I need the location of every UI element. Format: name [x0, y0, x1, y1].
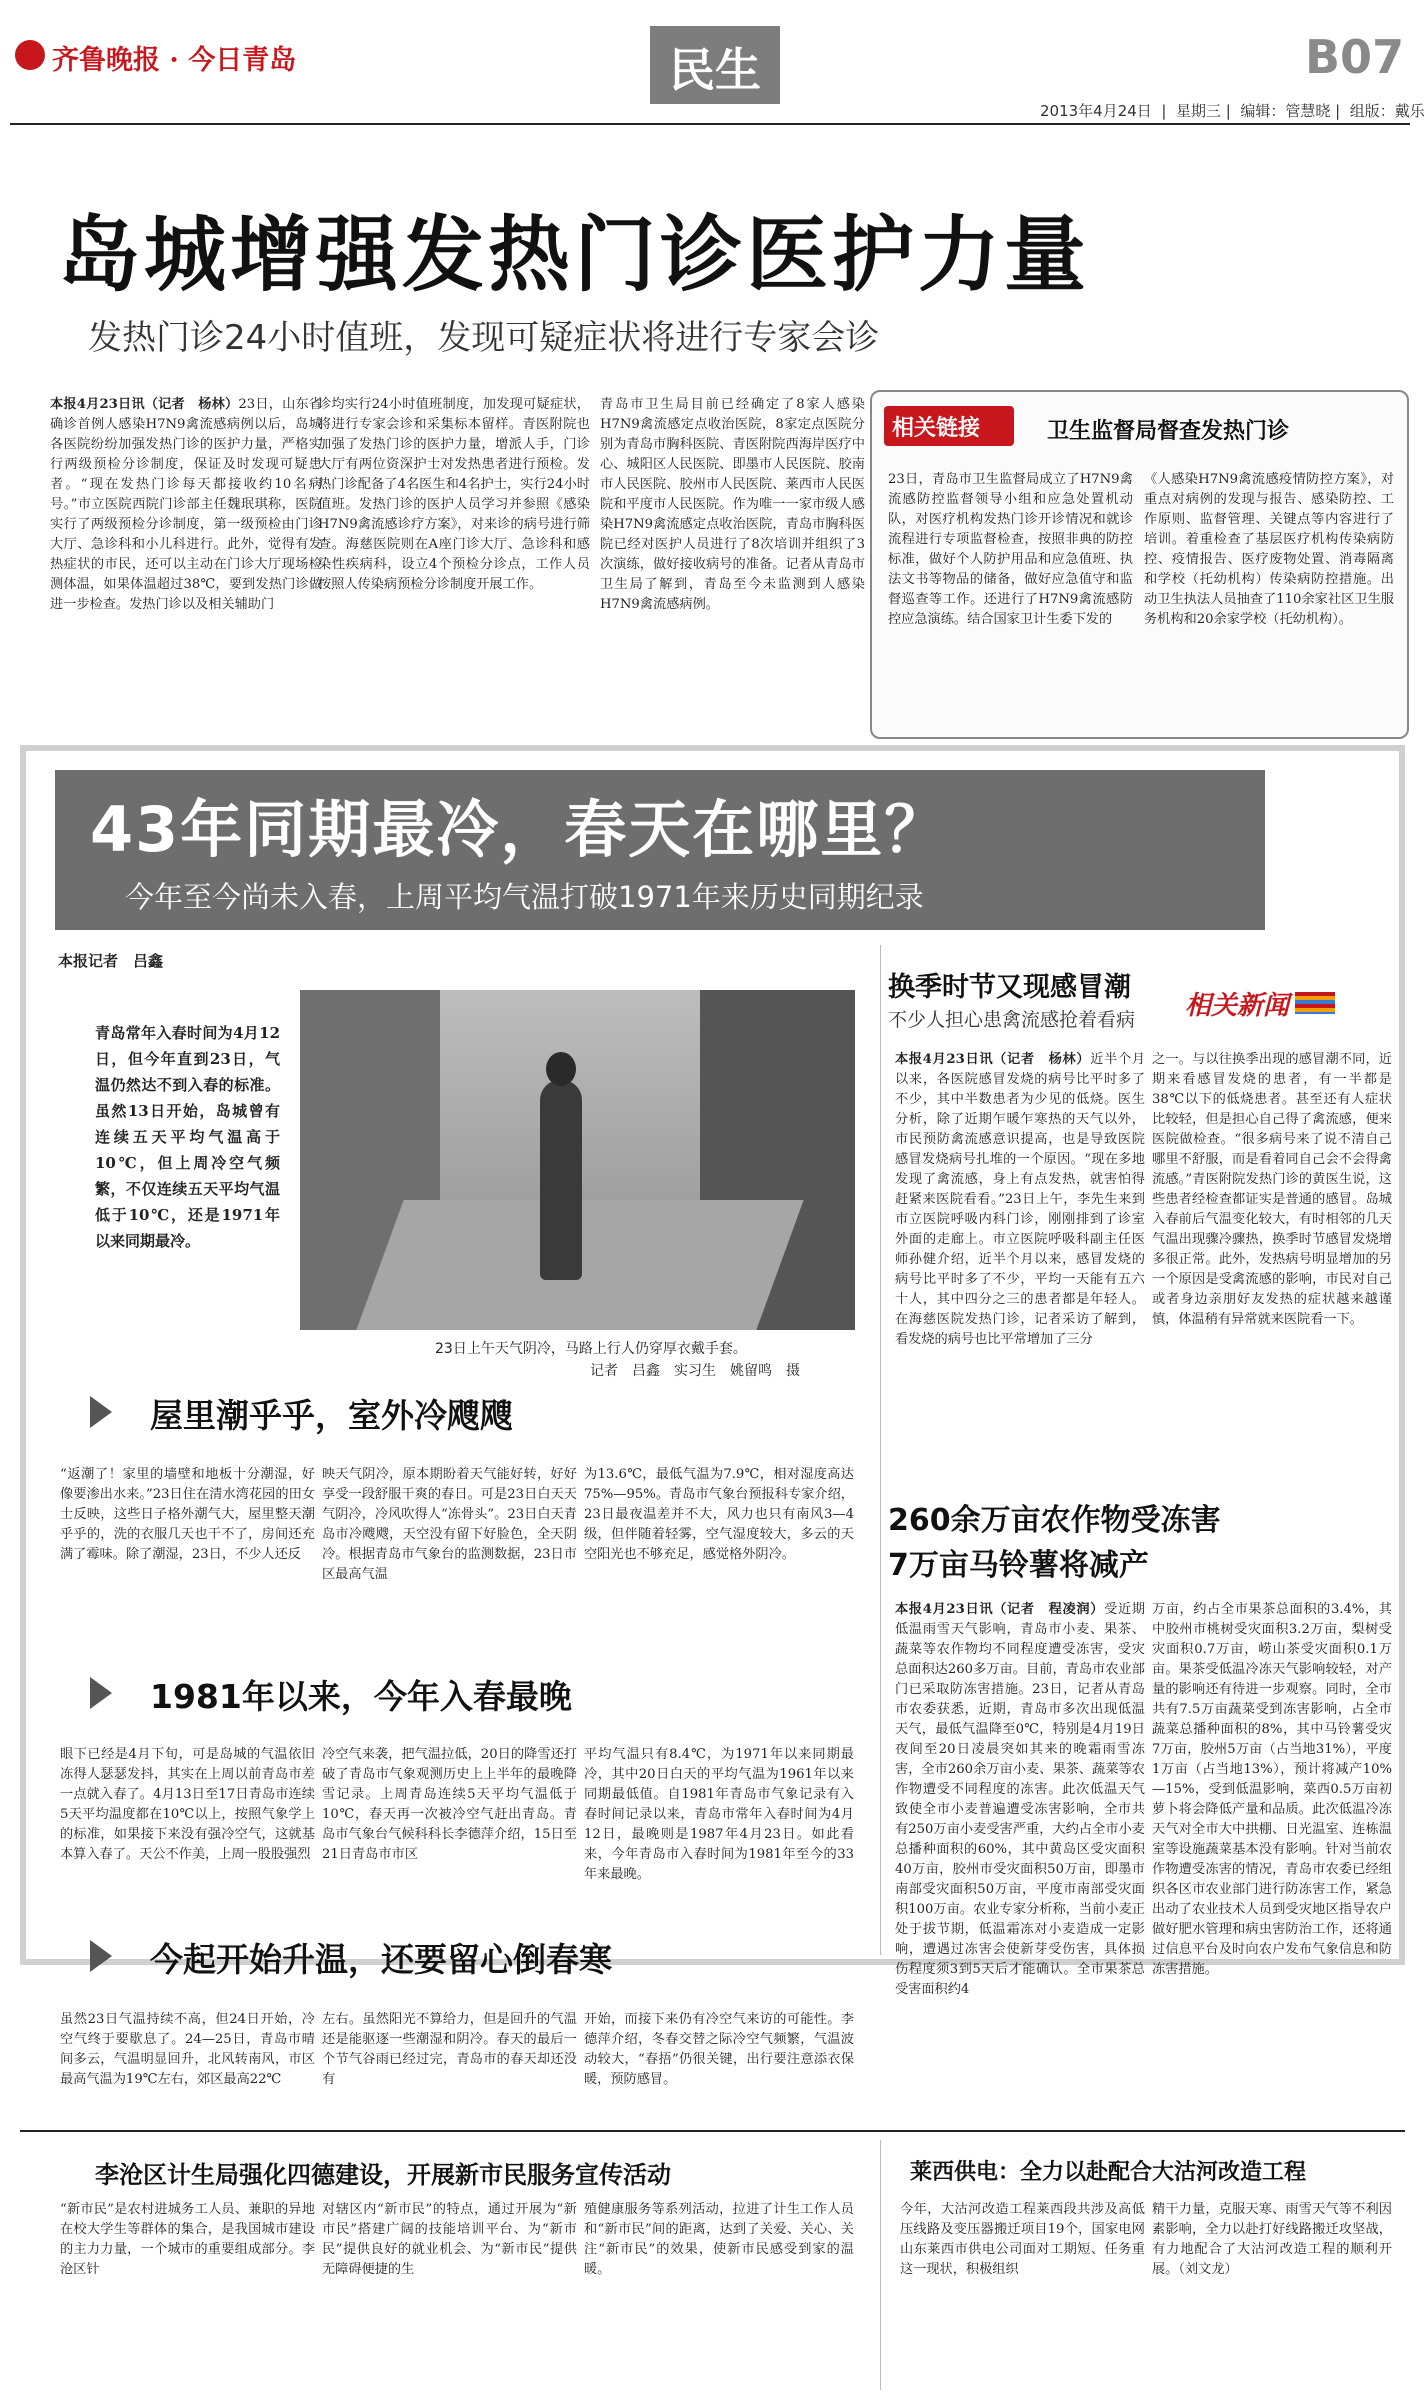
- crop-byline: 本报4月23日讯（记者 程凌润）: [895, 1602, 1105, 1617]
- sec2-col1: 眼下已经是4月下旬，可是岛城的气温依旧冻得人瑟瑟发抖，其实在上周以前青岛市差一点就入春了。4月13日至17日青岛市连续5天平均温度都在10℃以上，按照气象学上的标准，如果接下来没有强冷空气，这就基本算入春了。天公不作美，上周一股股强烈: [60, 1747, 315, 1862]
- related-link-box: [870, 390, 1409, 739]
- lead-col1-text: 23日，山东省确诊首例人感染H7N9禽流感病例以后，岛城各医院纷纷加强发热门诊的医护力量，严格实行两级预检分诊制度，保证及时发现可疑患者。“现在发热门诊每天都接收约10名病号。”市立医院西院门诊部主任魏珉琪称，医院实行了两级预检分诊制度，第一级预检由门诊大厅、急诊科和小儿科进行。此外，觉得有发热症状的市民，还可以主动在门诊大厅现场检测体温，如果体温超过38℃，要到发热门诊做进一步检查。发热门诊以及相关辅助门: [50, 397, 322, 612]
- layout-credit: 组版：戴乐: [1349, 102, 1425, 120]
- page-number: B07: [1305, 30, 1405, 84]
- photo-person: [540, 1080, 582, 1280]
- flu-col1-text: 近半个月以来，各医院感冒发烧的病号比平时多了不少，其中半数患者为少见的低烧。医生分析，除了近期乍暖乍寒热的天气以外，市民预防禽流感意识提高，也是导致医院感冒发烧病号扎堆的一个原因。“现在多地发现了禽流感，身上有点发热，就害怕得赶紧来医院看看。”23日上午，李先生来到市立医院呼吸内科门诊，刚刚排到了诊室外面的走廊上。市立医院呼吸科副主任医师孙健介绍，近半个月以来，感冒发烧的病号比平时多了不少，平均一天能有五六十人，其中四分之三的患者都是年轻人。在海慈医院发热门诊，记者采访了解到，看发烧的病号也比平常增加了三分: [895, 1052, 1146, 1347]
- bottom-left-col3: 殖健康服务等系列活动，拉进了计生工作人员和“新市民”间的距离，达到了关爱、关心、关注“新市民”的效果，使新市民感受到家的温暖。: [584, 2202, 854, 2277]
- lead-col3-text: 青岛市卫生局目前已经确定了8家人感染H7N9禽流感定点收治医院，8家定点医院分别为青岛市胸科医院、青医附院西海岸医疗中心、城阳区人民医院、即墨市人民医院、胶南市人民医院、胶州市人民医院、莱西市人民医院和平度市人民医院。作为唯一一家市级人感染H7N9禽流感定点收治医院，青岛市胸科医院已经对医护人员进行了8次培训并组织了3次演练，做好接收病号的准备。记者从青岛市卫生局了解到，青岛至今未监测到人感染H7N9禽流感病例。: [600, 397, 865, 612]
- newspaper-logo-icon: [15, 40, 45, 70]
- sec1-heading: 屋里潮乎乎，室外冷飕飕: [150, 1396, 513, 1435]
- lead-column-3: [600, 395, 865, 725]
- bottom-left-headline: 李沧区计生局强化四德建设，开展新市民服务宣传活动: [95, 2161, 671, 2189]
- lead-subhead: 发热门诊24小时值班，发现可疑症状将进行专家会诊: [88, 318, 880, 358]
- related-news-badge-stripe: [1295, 992, 1335, 1014]
- bottom-right-col1: 今年，大沽河改造工程莱西段共涉及高低压线路及变压器搬迁项目19个，国家电网山东莱西市供电公司面对工期短、任务重这一现状，积极组织: [900, 2202, 1145, 2277]
- masthead-rule: [10, 123, 1410, 125]
- sec3-col2: 左右。虽然阳光不算给力，但是回升的气温还是能驱逐一些潮湿和阴冷。春天的最后一个节气谷雨已经过完，青岛市的春天却还没有: [322, 2012, 577, 2087]
- sec3-col1: 虽然23日气温持续不高，但24日开始，冷空气终于要歇息了。24—25日，青岛市晴间多云，气温明显回升，北风转南风，市区最高气温为19℃左右，郊区最高22℃: [60, 2012, 315, 2087]
- sec3-col3: 开始，而接下来仍有冷空气来访的可能性。李德萍介绍，冬春交替之际冷空气频繁，气温波动较大，“春捂”仍很关键，出行要注意添衣保暖，预防感冒。: [584, 2012, 854, 2087]
- section-arrow-icon: [90, 1940, 112, 1972]
- flu-subhead: 不少人担心患禽流感抢着看病: [888, 1009, 1136, 1031]
- sec1-col2: 映天气阴冷，原本期盼着天气能好转，好好享受一段舒服干爽的春日。可是23日白天天气阴冷，冷风吹得人“冻骨头”。23日白天青岛市冷飕飕，天空没有留下好脸色，全天阴冷。根据青岛市气象台的监测数据，23日市区最高气温: [322, 1467, 577, 1582]
- bottom-right-headline: 莱西供电：全力以赴配合大沽河改造工程: [910, 2160, 1307, 2185]
- section-arrow-icon: [90, 1396, 112, 1428]
- section-label: 民生: [669, 43, 761, 97]
- flu-headline: 换季时节又现感冒潮: [888, 972, 1131, 1003]
- editor-credit: 编辑：管慧晓: [1240, 102, 1331, 120]
- crop-headline-2: 7万亩马铃薯将减产: [888, 1548, 1149, 1583]
- bottom-divider: [880, 2140, 881, 2390]
- sec1-col1: “返潮了！家里的墙壁和地板十分潮湿，好像要渗出水来。”23日住在清水湾花园的田女士反映，这些日子格外潮气大，屋里整天潮乎乎的，洗的衣服几天也干不了，房间还充满了霉味。除了潮湿，23日，不少人还反: [60, 1467, 315, 1562]
- related-link-col2: 《人感染H7N9禽流感疫情防控方案》，对重点对病例的发现与报告、感染防控、工作原则、监督管理、关键点等内容进行了培训。着重检查了基层医疗机构传染病防控、疫情报告、医疗废物处置、消毒隔离和学校（托幼机构）传染病防控措施。出动卫生执法人员抽查了110余家社区卫生服务机构和20余家学校（托幼机构）。: [1144, 472, 1394, 627]
- feature-headline: 43年同期最冷，春天在哪里？: [90, 793, 949, 866]
- crop-col1-text: 受近期低温雨雪天气影响，青岛市小麦、果茶、蔬菜等农作物均不同程度遭受冻害，受灾总面积达260多万亩。目前，青岛市农业部门已采取防冻害措施。23日，记者从青岛市农委获悉，近期，青岛市多次出现低温天气，最低气温降至0℃，特别是4月19日夜间至20日凌晨突如其来的晚霜雨雪冻害，全市260余万亩小麦、果茶、蔬菜等农作物遭受不同程度的冻害。此次低温天气致使全市小麦普遍遭受冻害影响，全市共有250万亩小麦受害严重，大约占全市小麦总播种面积的60%，其中黄岛区受灾面积40万亩，胶州市受灾面积50万亩，即墨市南部受灾面积50万亩，平度市南部受灾面积100万亩。农业专家分析称，当前小麦正处于拔节期，低温霜冻对小麦造成一定影响，遭遇过冻害会使新芽受伤害，具体损伤程度须3到5天后才能确认。全市果茶总受害面积约4: [895, 1602, 1146, 1997]
- issue-date: 2013年4月24日: [1040, 102, 1152, 120]
- section-arrow-icon: [90, 1677, 112, 1709]
- sec3-heading: 今起开始升温，还要留心倒春寒: [150, 1940, 612, 1979]
- bottom-left-col1: “新市民”是农村进城务工人员、兼职的异地在校大学生等群体的集合，是我国城市建设的主力力量，一个城市的重要组成部分。李沧区针: [60, 2202, 315, 2277]
- feature-intro: 青岛常年入春时间为4月12日，但今年直到23日，气温仍然达不到入春的标准。虽然13日开始，岛城曾有连续五天平均气温高于10℃，但上周冷空气频繁，不仅连续五天平均气温低于10℃，还是1971年以来同期最冷。: [95, 1024, 280, 1250]
- lead-headline: 岛城增强发热门诊医护力量: [58, 208, 1091, 303]
- sec2-heading: 1981年以来，今年入春最晚: [150, 1677, 572, 1716]
- related-link-title: 卫生监督局督查发热门诊: [1047, 419, 1290, 444]
- sec2-col2: 冷空气来袭，把气温拉低，20日的降雪还打破了青岛市气象观测历史上上半年的最晚降雪记录。上周青岛连续5天平均气温低于10℃，春天再一次被冷空气赶出青岛。青岛市气象台气候科科长李德萍介绍，15日至21日青岛市市区: [322, 1747, 577, 1862]
- crop-col1: [895, 1600, 1146, 1997]
- masthead-meta: 2013年4月24日 | 星期三 | 编辑：管慧晓 | 组版：戴乐: [1040, 102, 1425, 120]
- crop-col2: 万亩，约占全市果茶总面积的3.4%，其中胶州市桃树受灾面积3.2万亩，梨树受灾面积0.7万亩，崂山茶受灾面积0.1万亩。果茶受低温冷冻天气影响较轻，对产量的影响还有待进一步观察。同时，全市共有7.5万亩蔬菜受到冻害影响，占全市蔬菜总播种面积的8%，其中马铃薯受灾7万亩，胶州5万亩（占当地31%），平度1万亩（占当地13%），预计将减产10%—15%，受到低温影响，菜西0.5万亩初萝卜将会降低产量和品质。此次低温冷冻天气对全市大中拱棚、日光温室、连栋温室等设施蔬菜基本没有影响。针对当前农作物遭受冻害的情况，青岛市农委已经组织各区市农业部门进行防冻害工作，紧急出动了农业技术人员到受灾地区指导农户做好肥水管理和病虫害防治工作，还将通过信息平台及时向农户发布气象信息和防冻害措施。: [1152, 1602, 1392, 1977]
- related-link-badge-text: 相关链接: [892, 416, 981, 441]
- photo-caption: 23日上午天气阴冷，马路上行人仍穿厚衣戴手套。: [435, 1341, 747, 1357]
- right-column-divider: [880, 945, 881, 1955]
- photo-person-head: [546, 1052, 576, 1086]
- feature-photo: [300, 990, 855, 1330]
- flu-col1: [895, 1050, 1145, 1480]
- issue-weekday: 星期三: [1175, 102, 1221, 120]
- masthead: [0, 0, 1425, 120]
- bottom-rule: [20, 2130, 1405, 2132]
- newspaper-logo: 齐鲁晚报 · 今日青岛: [52, 45, 297, 76]
- feature-subhead: 今年至今尚未入春，上周平均气温打破1971年来历史同期纪录: [125, 880, 924, 914]
- sec1-col3: 为13.6℃，最低气温为7.9℃，相对湿度高达75%—95%。青岛市气象台预报科专家介绍，23日最夜温差并不大，风力也只有南风3—4级，但伴随着轻雾，空气湿度较大，多云的天空阳光也不够充足，感觉格外阴冷。: [584, 1467, 854, 1562]
- bottom-right-col2: 精干力量，克服天寒、雨雪天气等不利因素影响，全力以赴打好线路搬迁攻坚战，有力地配合了大沽河改造工程的顺利开展。（刘文龙）: [1152, 2202, 1392, 2277]
- crop-headline-1: 260余万亩农作物受冻害: [888, 1503, 1221, 1538]
- lead-col2-text: 诊均实行24小时值班制度，加发现可疑症状，将进行专家会诊和采集标本留样。青医附院也加强了发热门诊的医护力量，增派人手，门诊大厅有两位资深护士对发热患者进行预检。发热门诊配备了4名医生和4名护士，实行24小时值班。发热门诊的医护人员学习并参照《感染H7N9禽流感诊疗方案》，对来诊的病号进行筛查。海慈医院则在A座门诊大厅、急诊科和感染性疾病科，设立4个预检分诊点，工作人员按照人传染病预检分诊制度开展工作。: [318, 397, 590, 592]
- flu-col2: 之一。与以往换季出现的感冒潮不同，近期来看感冒发烧的患者，有一半都是38℃以下的低烧患者。甚至还有人症状比较轻，但是担心自己得了禽流感，便来医院做检查。“很多病号来了说不清自己哪里不舒服，而是看着同自己会不会得禽流感。”青医附院发热门诊的黄医生说，这些患者经检查都证实是普通的感冒。岛城入春前后气温变化较大，有时相邻的几天气温出现骤冷骤热，换季时节感冒发烧增多很正常。此外，发热病号明显增加的另一个原因是受禽流感的影响，市民对自己或者身边亲朋好友发热的症状越来越谨慎，体温稍有异常就来医院看一下。: [1152, 1052, 1392, 1327]
- lead-column-2: [318, 395, 590, 725]
- photo-credit: 记者 吕鑫 实习生 姚留鸣 摄: [590, 1363, 800, 1379]
- related-news-badge: 相关新闻: [1185, 991, 1290, 1021]
- lead-column-1: [50, 395, 322, 725]
- related-link-col1: 23日，青岛市卫生监督局成立了H7N9禽流感防控监督领导小组和应急处置机动队，对医疗机构发热门诊开诊情况和就诊流程进行专项监督检查，按照非典的防控标准，做好个人防护用品和应急值班、执法文书等物品的储备，做好应急值守和监督巡查等工作。还进行了H7N9禽流感防控应急演练。结合国家卫计生委下发的: [888, 472, 1133, 627]
- sec2-col3: 平均气温只有8.4℃，为1971年以来同期最冷，其中20日白天的平均气温为1961年以来同期最低值。自1981年青岛市气象记录有入春时间记录以来，青岛市常年入春时间为4月12日，最晚则是1987年4月23日。如此看来，今年青岛市入春时间为1981年至今的33年来最晚。: [584, 1747, 854, 1882]
- lead-byline: 本报4月23日讯（记者 杨林）: [50, 397, 239, 412]
- bottom-left-col2: 对辖区内“新市民”的特点，通过开展为“新市民”搭建广阔的技能培训平台、为“新市民”提供良好的就业机会、为“新市民”提供无障碍便捷的生: [322, 2202, 577, 2277]
- flu-byline: 本报4月23日讯（记者 杨林）: [895, 1052, 1091, 1067]
- feature-byline: 本报记者 吕鑫: [58, 952, 164, 970]
